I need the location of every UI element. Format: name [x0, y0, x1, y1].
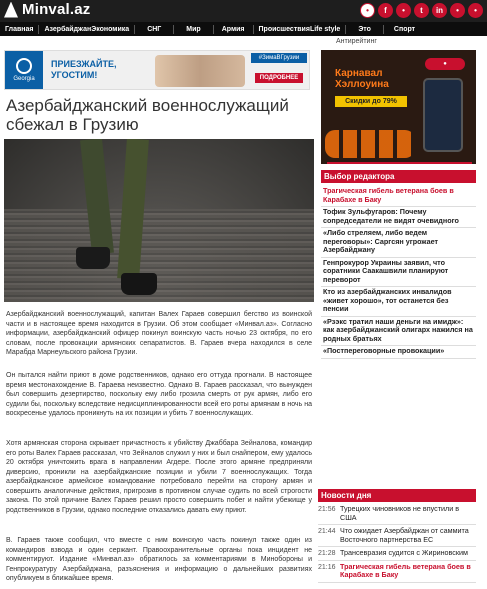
news-item[interactable] — [318, 525, 476, 547]
site-logo[interactable] — [4, 1, 91, 18]
top-bar — [0, 0, 487, 22]
georgia-logo — [5, 51, 43, 89]
nav-incidents[interactable]: Происшествия — [258, 25, 310, 33]
photo-ground — [4, 209, 314, 302]
news-headline[interactable]: Что ожидает Азербайджан от саммита Восточного партнерства ЕС — [340, 526, 469, 544]
editors-choice-item[interactable]: Тофик Зульфугаров: Почему сопредседатели не видят очевидного — [321, 207, 476, 228]
nav-world[interactable]: Мир — [186, 25, 201, 33]
editors-choice-item[interactable]: «Постпереговорные провокации» — [321, 346, 476, 359]
news-item[interactable] — [318, 503, 476, 525]
main-nav — [0, 22, 487, 36]
halloween-ad-banner[interactable] — [321, 50, 476, 164]
ad-title-line1: Карнавал — [335, 68, 383, 79]
twitter-icon[interactable]: t — [414, 3, 429, 18]
news-time: 21:56 — [318, 506, 336, 513]
news-item[interactable] — [318, 547, 476, 561]
nav-economy[interactable]: Экономика — [91, 25, 130, 33]
georgia-ad-banner[interactable] — [4, 50, 310, 90]
news-of-day-heading: Новости дня — [318, 489, 476, 502]
banner-more-button[interactable]: ПОДРОБНЕЕ — [255, 73, 303, 83]
ad-discount-badge: Скидки до 79% — [335, 96, 407, 107]
georgia-star-icon — [16, 58, 32, 74]
article-paragraph: Хотя армянская сторона скрывает причастность к убийству Джаббара Зейналова, командир его роты Валех Гараев рассказал, что Зейналов служил у них и был снайпером, ему удалось 20 октября уничтожить врага в направлении Агдере. После этого армяне предприняли диверсию, проникли на азербайджанские позиции и убили 7 военнослужащих. Тогда азербайджанское армейское командование потребовало перейти на сторону армян и совершить аналогичные действия, пригрозив в противном случае судить по всей строгости закона. По этой причине Валех Гараев решил просто совершить побег и найти убежище у родственников в Грузии, однако последние отказались давать ему приют. — [6, 440, 312, 514]
banner-headline — [51, 59, 116, 81]
news-time: 21:28 — [318, 550, 336, 557]
article-paragraph: Азербайджанский военнослужащий, капитан Валех Гараев совершил бегство из воинской части и в настоящее время находится в Грузии. Об этом сообщает «Минвал.аз». Согласно информации, азербайджанский офицер покинул воинскую часть ночью 23 октября, по его словам, после провокации армянских сепаратистов. В. Гараев вчера находился в селе Марабда Марнеульского района Грузии. — [6, 311, 312, 356]
rss-icon[interactable]: • — [468, 3, 483, 18]
instagram-icon[interactable]: • — [450, 3, 465, 18]
editors-choice-item[interactable]: «Рзэкс тратил наши деньги на имидж»: как азербайджанский олигарх нажился на родных братьях — [321, 317, 476, 347]
nav-army[interactable]: Армия — [221, 25, 245, 33]
georgia-logo-text: Georgia — [13, 76, 35, 82]
article-paragraph: Он пытался найти приют в доме родственников, однако его оттуда прогнали. В настоящее время местонахождение В. Гараева неизвестно. Однако В. Гараев рассказал, что вынужден был совершить дезертирство, поскольку ему либо грозила смерть от рук армян, либо его судили бы, поскольку вследствие недисциплинированности всей его роты армянам в ночь на воскресенье удалось проникнуть на их позиции и убить 7 военнослужащих. — [6, 372, 312, 417]
ad-pumpkins-image — [325, 130, 415, 158]
news-time: 21:16 — [318, 563, 336, 571]
banner-food-image — [155, 55, 245, 87]
ad-title — [335, 68, 389, 90]
nav-sport[interactable]: Спорт — [393, 25, 416, 33]
social-links — [360, 3, 483, 18]
article-title: Азербайджанский военнослужащий сбежал в Грузию — [6, 96, 289, 134]
editors-choice-heading: Выбор редактора — [321, 170, 476, 183]
nav-this[interactable]: Это — [358, 25, 371, 33]
news-headline[interactable]: Турецких чиновников не впустили в США — [340, 504, 460, 522]
ad-divider — [327, 162, 472, 164]
ad-title-line2: Хэллоуина — [335, 79, 389, 90]
facebook-icon[interactable]: f — [378, 3, 393, 18]
site-name: Minval.az — [22, 1, 91, 18]
vk-icon[interactable]: • — [396, 3, 411, 18]
nav-home[interactable]: Главная — [5, 25, 34, 33]
editors-choice-item[interactable]: Кто из азербайджанских инвалидов «живет хорошо», тот останется без пенсии — [321, 287, 476, 317]
photo-boot — [76, 247, 110, 269]
nav-lifestyle[interactable]: Life style — [309, 25, 341, 33]
ad-phone-image — [423, 78, 463, 152]
editors-choice-list — [321, 186, 476, 359]
editors-choice-item[interactable]: Трагическая гибель ветерана боев в Карабахе в Баку — [321, 186, 476, 207]
news-item[interactable] — [318, 561, 476, 583]
nav-azerbaijan[interactable]: Азербайджан — [44, 25, 92, 33]
flag-icon[interactable]: • — [360, 3, 375, 18]
news-headline[interactable]: Трансевразия судится с Жириновским — [340, 548, 468, 557]
article-photo — [4, 139, 314, 302]
antirating-link[interactable]: Антирейтинг — [336, 38, 377, 45]
editors-choice-item[interactable]: Генпрокурор Украины заявил, что соратники Саакашвили планируют переворот — [321, 258, 476, 288]
linkedin-icon[interactable]: in — [432, 3, 447, 18]
news-headline[interactable]: Трагическая гибель ветерана боев в Карабахе в Баку — [340, 561, 471, 579]
logo-mark-icon — [4, 2, 18, 18]
banner-hashtag: #ЗимаВГрузии — [251, 53, 307, 63]
news-time: 21:44 — [318, 528, 336, 535]
ad-brand-logo: ● — [425, 58, 465, 70]
nav-cis[interactable]: СНГ — [147, 25, 162, 33]
banner-headline-line1: ПРИЕЗЖАЙТЕ, — [51, 59, 117, 69]
article-paragraph: В. Гараев также сообщил, что вместе с ним воинскую часть покинул также один из командиров взвода и один сержант. Правоохранительные органы пока инцидент не комментируют. Издание «Минвал.аз» обратилось за комментариями в Минобороны и Генпрокуратуру Азербайджана, разъяснения и информацию о дальнейших развитиях опубликуем в ближайшее время. — [6, 537, 312, 582]
news-list — [318, 503, 476, 583]
editors-choice-item[interactable]: «Либо стреляем, либо ведем переговоры»: Саргсян угрожает Азербайджану — [321, 228, 476, 258]
photo-boot — [121, 273, 157, 295]
banner-headline-line2: УГОСТИМ! — [51, 70, 98, 80]
